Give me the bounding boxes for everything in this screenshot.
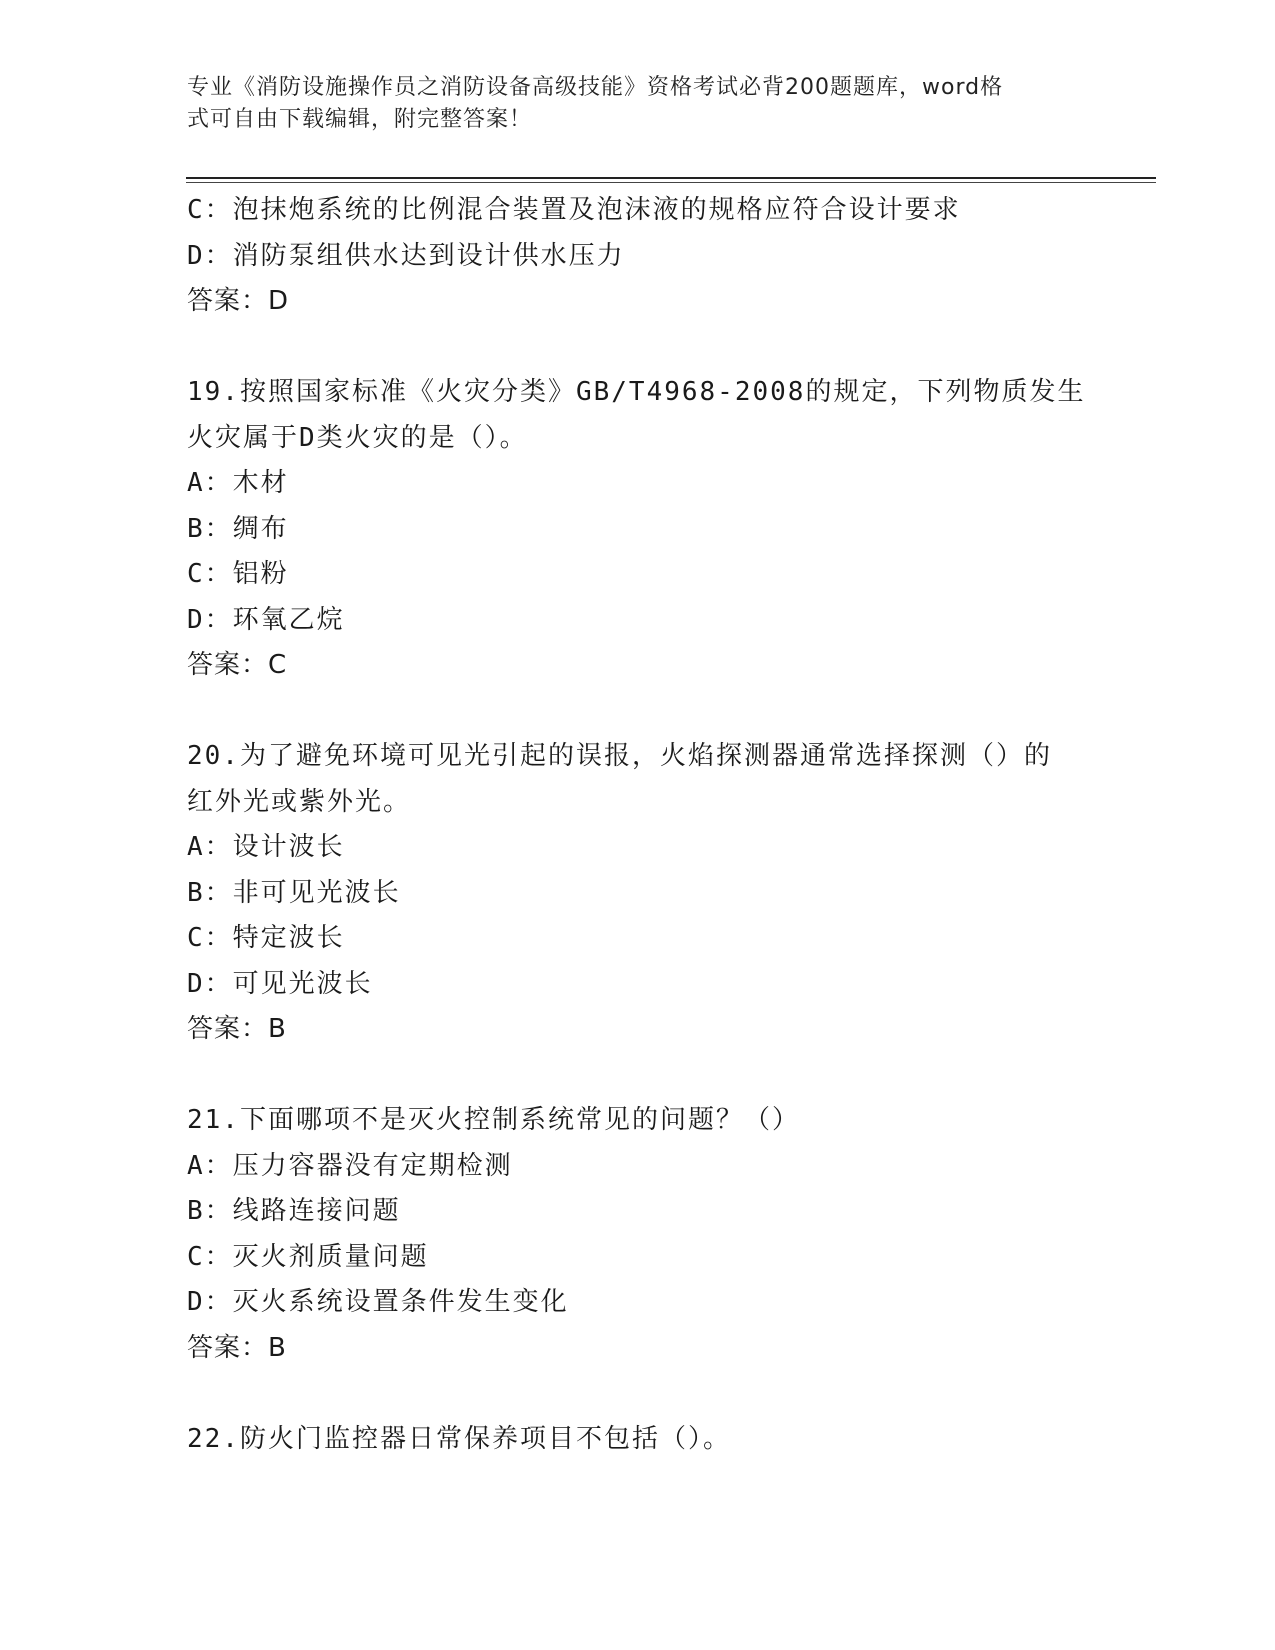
- question-20: [187, 734, 1087, 1053]
- question-20-option-b: B：非可见光波长: [187, 877, 401, 908]
- question-20-option-d: D：可见光波长: [187, 968, 373, 999]
- question-22: [187, 1417, 1087, 1463]
- question-18: [187, 188, 1087, 325]
- question-19-answer: 答案：C: [187, 650, 288, 680]
- document-header: [187, 72, 1067, 136]
- question-18-option-c: C：泡抹炮系统的比例混合装置及泡沫液的规格应符合设计要求: [187, 195, 961, 225]
- question-21-answer: 答案：B: [187, 1332, 287, 1363]
- spacer: [187, 1053, 1087, 1099]
- question-19-option-d: D：环氧乙烷: [187, 604, 345, 635]
- spacer: [187, 1371, 1087, 1417]
- question-19-stem-line-2: 火灾属于D类火灾的是（）。: [187, 422, 528, 453]
- question-19-option-a: A：木材: [187, 468, 289, 498]
- header-line-1: 专业《消防设施操作员之消防设备高级技能》资格考试必背200题题库，word格: [187, 75, 1004, 100]
- question-21-option-b: B：线路连接问题: [187, 1196, 401, 1226]
- question-19: [187, 370, 1087, 689]
- question-20-answer: 答案：B: [187, 1014, 287, 1044]
- question-18-answer: 答案：D: [187, 286, 290, 316]
- question-20-option-a: A：设计波长: [187, 832, 345, 862]
- question-21-option-d: D：灭火系统设置条件发生变化: [187, 1287, 569, 1317]
- question-18-option-d: D：消防泵组供水达到设计供水压力: [187, 240, 625, 271]
- question-22-stem-line-1: 22.防火门监控器日常保养项目不包括（）。: [187, 1423, 731, 1454]
- question-20-stem-line-2: 红外光或紫外光。: [187, 786, 412, 817]
- question-20-stem-line-1: 20.为了避免环境可见光引起的误报，火焰探测器通常选择探测（）的: [187, 741, 1052, 771]
- header-divider-thin: [186, 182, 1156, 183]
- spacer: [187, 689, 1087, 735]
- question-19-stem-line-1: 19.按照国家标准《火灾分类》GB/T4968-2008的规定，下列物质发生: [187, 377, 1086, 407]
- header-line-2: 式可自由下载编辑，附完整答案！: [187, 107, 533, 132]
- question-21-option-c: C：灭火剂质量问题: [187, 1241, 429, 1272]
- question-20-option-c: C：特定波长: [187, 923, 345, 953]
- question-list: [187, 188, 1087, 1462]
- question-19-option-b: B：绸布: [187, 513, 289, 544]
- question-19-option-c: C：铝粉: [187, 559, 289, 589]
- question-21-option-a: A：压力容器没有定期检测: [187, 1150, 513, 1181]
- spacer: [187, 325, 1087, 371]
- question-21: [187, 1098, 1087, 1371]
- question-21-stem-line-1: 21.下面哪项不是灭火控制系统常见的问题？（）: [187, 1105, 800, 1135]
- header-divider-thick: [186, 177, 1156, 179]
